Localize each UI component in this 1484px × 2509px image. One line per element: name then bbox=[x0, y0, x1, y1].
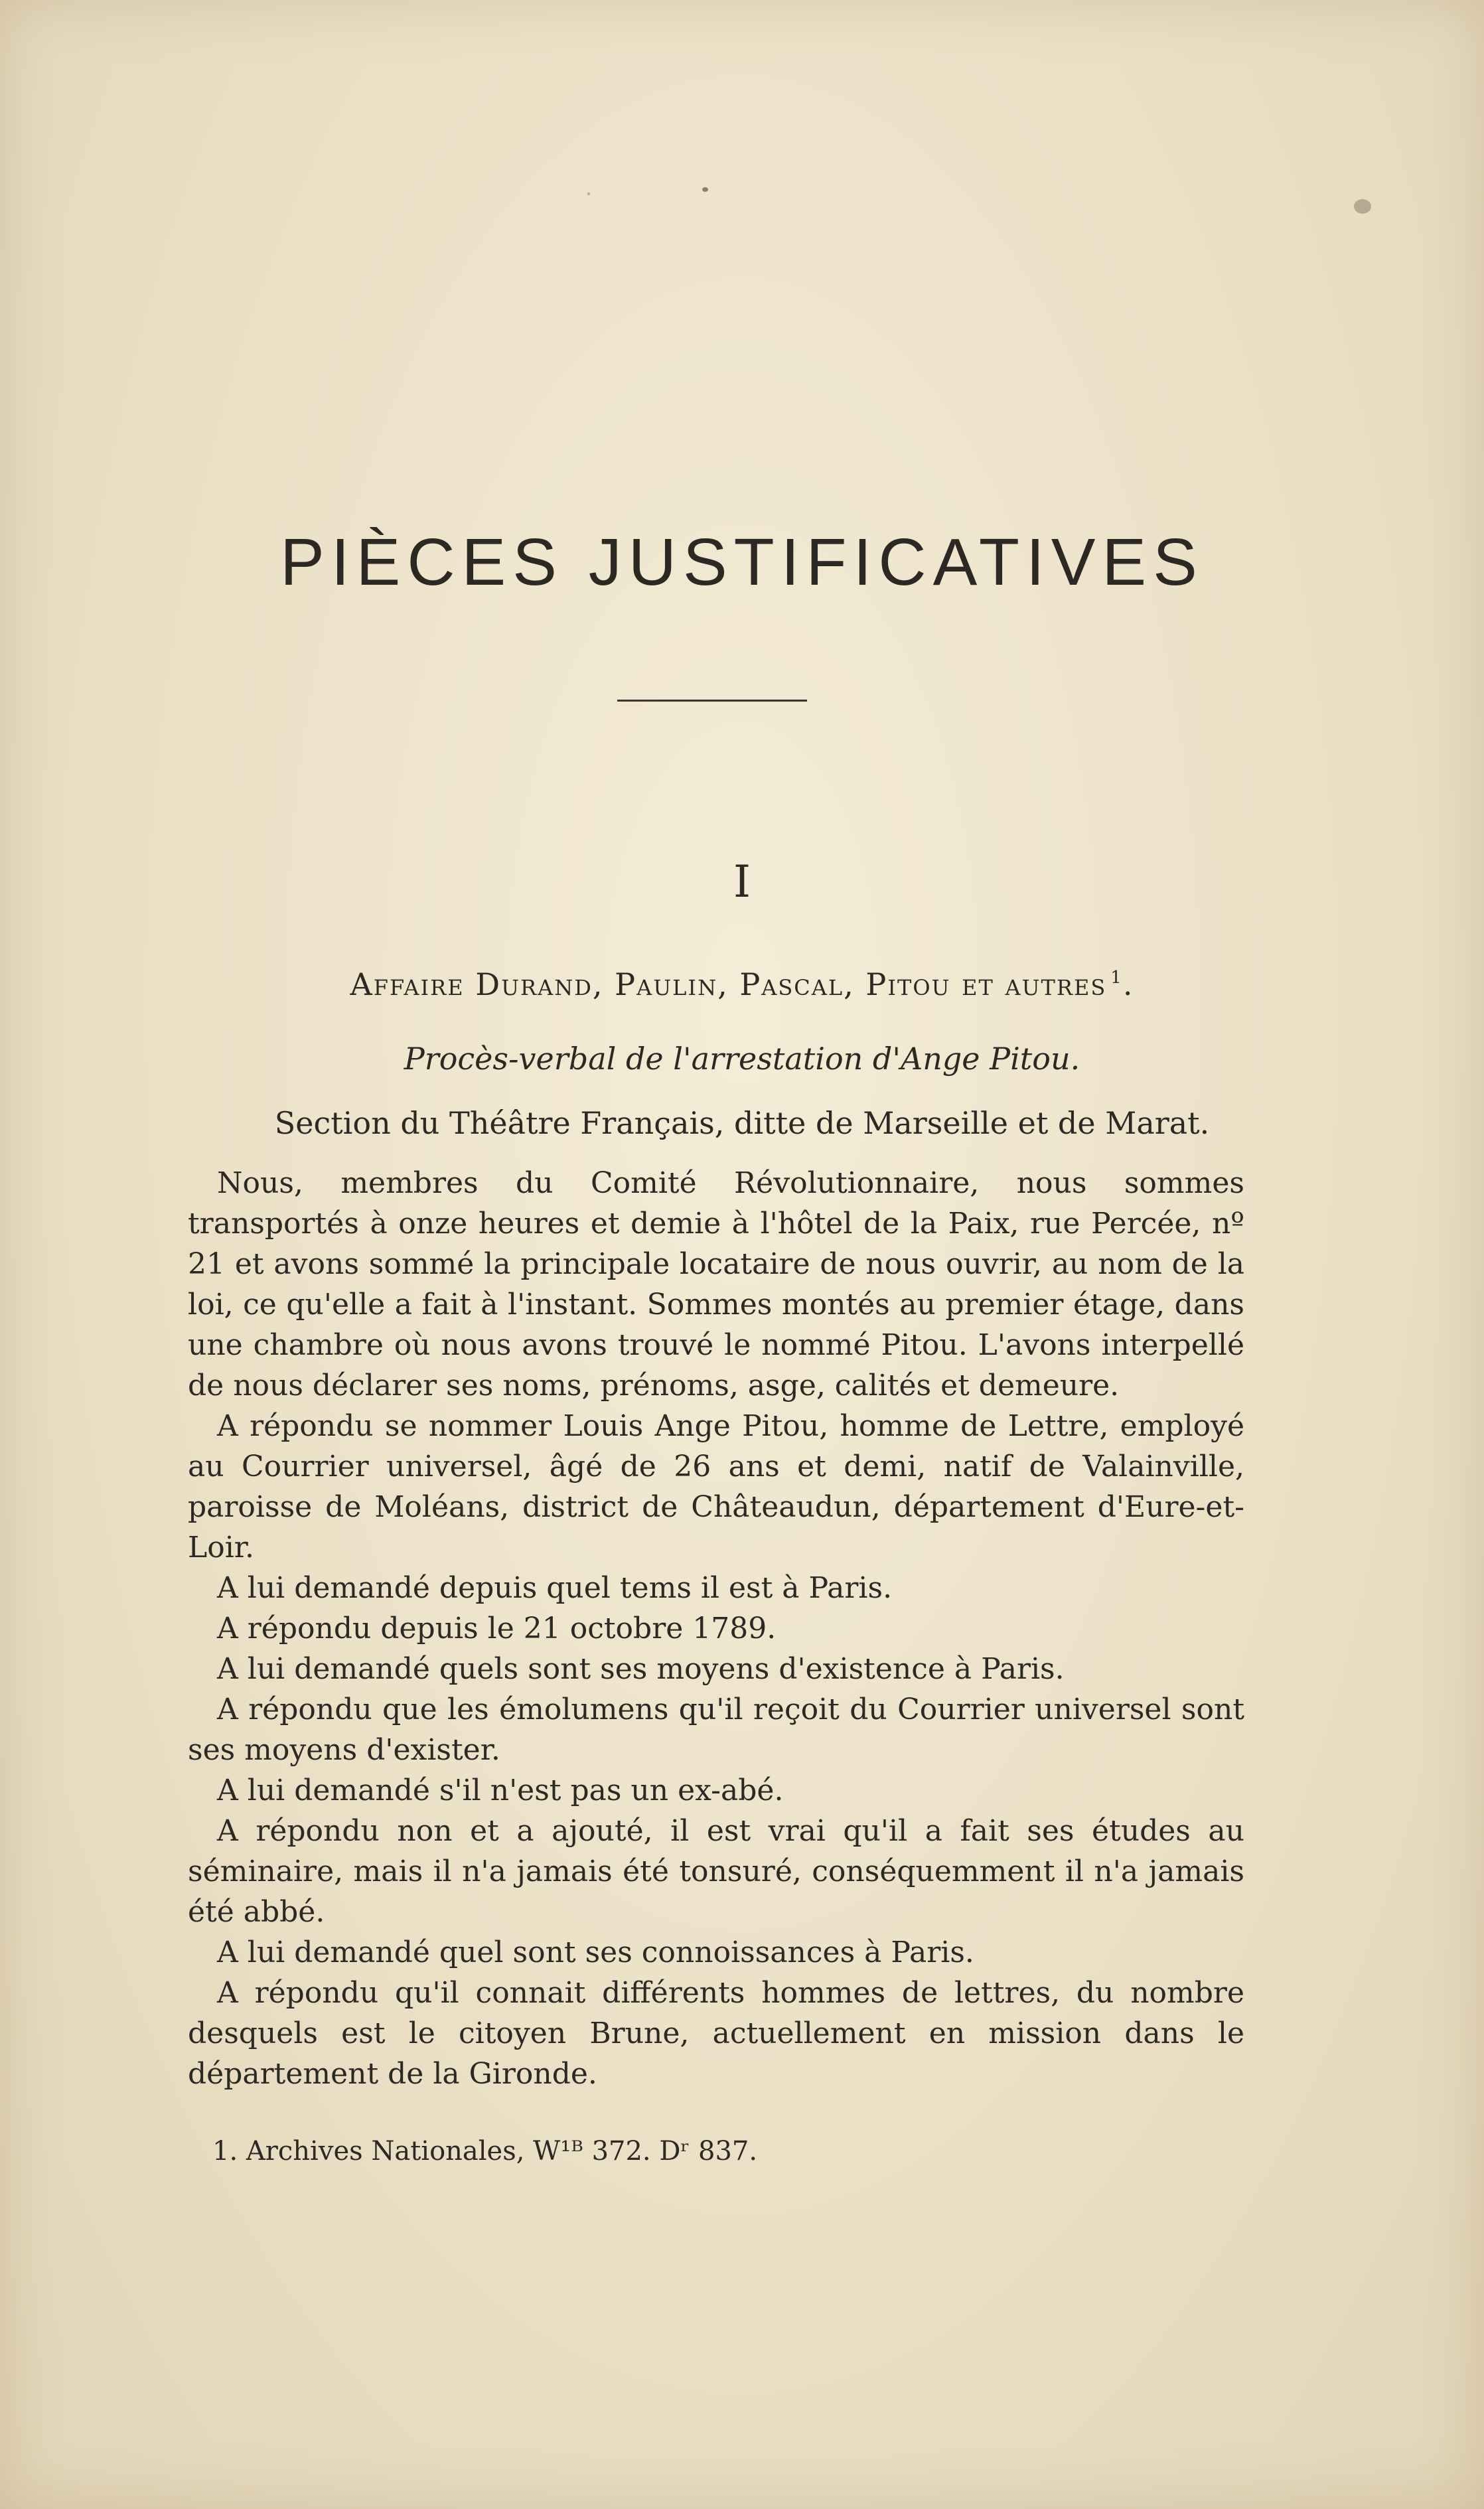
paragraph: A répondu depuis le 21 octobre 1789. bbox=[217, 1612, 777, 1645]
heading-period: . bbox=[1122, 966, 1134, 1002]
section-numeral: I bbox=[733, 856, 751, 907]
paragraph: A répondu qu'il connait différents hommes de lettres, du nombre desquels est le citoyen Brune, actuellement en mission dans le département de la Gironde. bbox=[188, 1976, 1244, 2091]
ink-speck bbox=[702, 187, 708, 192]
paragraph: A lui demandé s'il n'est pas un ex-abé. bbox=[217, 1774, 784, 1807]
paragraph: A lui demandé quel sont ses connoissances à Paris. bbox=[217, 1936, 974, 1969]
document-subtitle: Procès-verbal de l'arrestation d'Ange Pitou. bbox=[404, 1041, 1080, 1077]
affair-heading bbox=[0, 966, 1484, 1002]
ink-speck bbox=[587, 192, 590, 195]
paragraph: A lui demandé quels sont ses moyens d'existence à Paris. bbox=[217, 1652, 1065, 1686]
footnote-marker: 1 bbox=[1110, 968, 1123, 988]
paper-stain bbox=[1354, 199, 1371, 214]
section-line: Section du Théâtre Français, ditte de Marseille et de Marat. bbox=[274, 1105, 1210, 1141]
paragraph: A lui demandé depuis quel tems il est à Paris. bbox=[217, 1571, 893, 1605]
affair-heading-text: Affaire Durand, Paulin, Pascal, Pitou et autres bbox=[350, 966, 1107, 1002]
paragraph: A répondu se nommer Louis Ange Pitou, homme de Lettre, employé au Courrier universel, âgé de 26 ans et demi, natif de Valainville, paroisse de Moléans, district de Châteaudun, département d'Eure-et-Loir. bbox=[188, 1409, 1244, 1564]
paragraph: A répondu non et a ajouté, il est vrai qu'il a fait ses études au séminaire, mais il n'a jamais été tonsuré, conséquemment il n'a jamais été abbé. bbox=[188, 1814, 1244, 1929]
body-text bbox=[188, 1163, 1244, 2094]
footnote: 1. Archives Nationales, W¹ᴮ 372. Dʳ 837. bbox=[212, 2136, 758, 2167]
title-divider bbox=[617, 700, 807, 702]
page-title: PIÈCES JUSTIFICATIVES bbox=[280, 525, 1204, 599]
paragraph: Nous, membres du Comité Révolutionnaire, nous sommes transportés à onze heures et demie à l'hôtel de la Paix, rue Percée, nº 21 et avons sommé la principale locataire de nous ouvrir, au nom de la loi, ce qu'elle a fait à l'instant. Sommes montés au premier étage, dans une chambre où nous avons trouvé le nommé Pitou. L'avons interpellé de nous déclarer ses noms, prénoms, asge, calités et demeure. bbox=[188, 1166, 1244, 1403]
paragraph: A répondu que les émolumens qu'il reçoit du Courrier universel sont ses moyens d'exister. bbox=[188, 1693, 1244, 1767]
